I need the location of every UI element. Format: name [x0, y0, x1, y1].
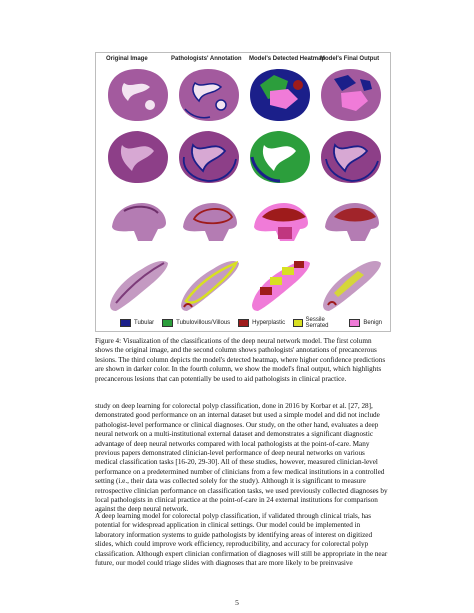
legend-item-tubulovillous — [162, 319, 230, 327]
legend-label-benign: Benign — [363, 320, 382, 326]
figure-caption: Figure 4: Visualization of the classifications of the deep neural network model. The first column shows the original image, and the second column shows pathologists' annotations of precancerous lesions. The third column depicts the model's detected heatmap, where higher confidence predictions are shown in darker color. In the fourth column, we show the model's final output, which highlights precancerous lesions that can potentially be used to aid pathologists in clinical practice. — [95, 337, 386, 383]
row1-model-heatmap — [250, 69, 310, 121]
figure-row-1 — [102, 65, 384, 123]
figure-legend — [120, 318, 390, 328]
legend-item-benign — [349, 319, 382, 327]
figure-row-2 — [102, 129, 384, 185]
legend-label-hyperplastic: Hyperplastic — [252, 320, 286, 326]
row3-model-final-output — [325, 203, 379, 241]
legend-swatch-tubulovillous — [162, 319, 173, 327]
legend-label-tubular: Tubular — [134, 320, 155, 326]
row2-pathologist-annotation — [179, 131, 239, 183]
row1-model-final-output — [321, 69, 381, 121]
row3-model-heatmap — [254, 203, 308, 241]
figure-4 — [95, 52, 391, 332]
column-header-original: Original Image — [106, 56, 148, 62]
legend-label-tubulovillous: Tubulovillous/Villous — [176, 320, 231, 326]
legend-item-hyperplastic — [238, 319, 285, 327]
row4-model-heatmap — [252, 261, 310, 311]
legend-item-tubular — [120, 319, 154, 327]
row4-model-final-output — [323, 261, 381, 311]
row2-original-image — [108, 131, 168, 183]
row4-original-image — [110, 261, 168, 311]
row2-model-heatmap — [250, 131, 310, 183]
row1-pathologist-annotation — [179, 69, 239, 121]
legend-swatch-sessile-serrated — [293, 319, 302, 327]
legend-item-sessile-serrated — [293, 317, 341, 329]
legend-label-sessile-serrated: Sessile Serrated — [305, 317, 329, 329]
legend-swatch-benign — [349, 319, 360, 327]
column-header-heatmap: Model's Detected Heatmap — [249, 56, 326, 62]
figure-row-3 — [102, 197, 384, 249]
body-paragraph-1: study on deep learning for colorectal polyp classification, done in 2016 by Korbar et al. [27, 28], demonstrated good performance on an internal dataset but used a simple model and did not include pathologist-level performance or clinical diagnoses. Our study, on the other hand, evaluates a deep neural network on a multi-institutional external dataset and demonstrates a significant diagnostic advantage of deep neural networks compared with local pathologists at the point-of-care. Many previous papers demonstrated clinician-level performance of deep neural networks on various medical classification tasks [16-20, 29-30]. All of these studies, however, measured clinician-level performance on a predetermined number of clinicians from a few medical institutions in a controlled setting (i.e., their data was collected solely for the study). Although it is significant to measure retrospective clinician performance on classification tasks, we used previously collected diagnoses by local pathologists in clinical practice at the point-of-care in 24 external institutions for comparison against the deep neural network. — [95, 402, 388, 514]
page-number: 5 — [235, 598, 239, 607]
row3-original-image — [112, 203, 166, 241]
legend-swatch-hyperplastic — [238, 319, 249, 327]
legend-swatch-tubular — [120, 319, 131, 327]
row4-pathologist-annotation — [181, 261, 239, 311]
row2-model-final-output — [321, 131, 381, 183]
row3-pathologist-annotation — [183, 203, 237, 241]
row1-original-image — [108, 69, 168, 121]
column-header-annotation: Pathologists' Annotation — [171, 56, 242, 62]
column-header-final-output: Model's Final Output — [320, 56, 380, 62]
body-paragraph-2: A deep learning model for colorectal polyp classification, if validated through clinical trials, has potential for widespread application in clinical settings. Our model could be implemented in laboratory information systems to guide pathologists by identifying areas of interest on digitized slides, which could improve work efficiency, reproducibility, and accuracy for colorectal polyp classification. Although expert clinician confirmation of diagnoses will still be appropriate in the near future, our model could triage slides with diagnoses that are more likely to be preinvasive — [95, 512, 388, 568]
figure-row-4 — [102, 253, 384, 315]
